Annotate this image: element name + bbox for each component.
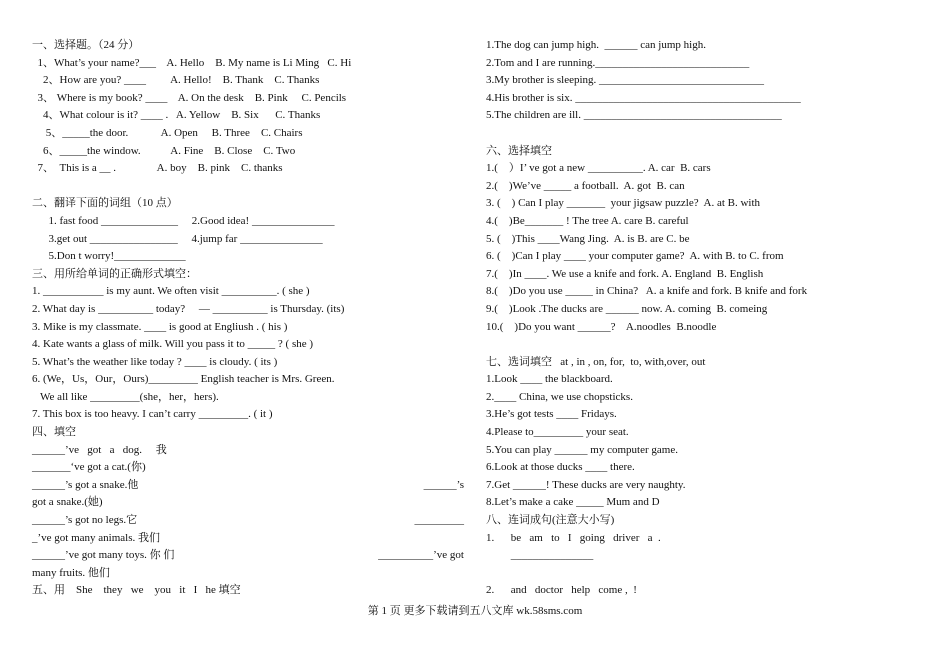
section-7-item: 3.He’s got tests ____ Fridays. [486, 408, 617, 421]
section-2-heading: 二、翻译下面的词组（10 点） [32, 197, 178, 210]
section-5-item: 5.The children are ill. ____________________________________ [486, 109, 782, 122]
section-1-item: 6、_____the window. A. Fine B. Close C. Two [32, 144, 296, 157]
section-8-heading: 八、连词成句(注意大小写) [486, 514, 615, 527]
section-6-item: 9.( )Look .The ducks are ______ now. A. coming B. comeing [486, 302, 768, 315]
section-4-line: many fruits. 他们 [32, 566, 110, 579]
section-7-items [486, 371, 926, 512]
section-5-item: 1.The dog can jump high. ______ can jump high. [486, 39, 706, 51]
section-8-item: 1. be am to I going driver a . [486, 531, 661, 544]
section-6-items [486, 160, 926, 336]
section-7-item: 5.You can play ______ my computer game. [486, 443, 678, 456]
section-2-item: 3.get out ________________ 4.jump far _______________ [32, 232, 323, 245]
section-4-line: ______’s got a snake.他 ______’s [32, 478, 464, 491]
section-7-item: 7.Get ______! These ducks are very naughty. [486, 478, 686, 491]
section-6-item: 7.( )In ____. We use a knife and fork. A. England B. English [486, 267, 764, 280]
section-1-item: 3、 Where is my book? ____ A. On the desk B. Pink C. Pencils [32, 91, 347, 104]
section-1-item: 7、 This is a __ . A. boy B. pink C. thanks [32, 162, 283, 175]
section-3-item: We all like _________(she，her，hers). [32, 390, 219, 403]
section-3-item: 6. (We，Us，Our，Ours)_________ English teacher is Mrs. Green. [32, 373, 335, 386]
section-3-item: 7. This box is too heavy. I can’t carry _________. ( it ) [32, 408, 273, 421]
section-3-items [32, 283, 464, 424]
section-7-heading: 七、选词填空 at , in , on, for, to, with,over, out [486, 355, 706, 368]
section-8-item: _______________ [486, 549, 594, 562]
section-7-item: 4.Please to_________ your seat. [486, 426, 629, 439]
left-column [32, 37, 464, 600]
section-5-item: 2.Tom and I are running.____________________________ [486, 56, 750, 69]
section-5-items [486, 37, 926, 125]
section-2-items [32, 213, 464, 266]
section-7-item: 2.____ China, we use chopsticks. [486, 390, 633, 403]
section-6-item: 10.( )Do you want ______? A.noodles B.noodle [486, 320, 717, 333]
section-4-line: _______‘ve got a cat.(你) [32, 461, 146, 474]
section-6-item: 1.( ）I’ ve got a new __________. A. car B. cars [486, 162, 711, 175]
section-4-line: _’ve got many animals. 我们 [32, 531, 161, 544]
section-7-item: 8.Let’s make a cake _____ Mum and D [486, 496, 660, 509]
section-3-item: 4. Kate wants a glass of milk. Will you pass it to _____ ? ( she ) [32, 338, 314, 351]
section-6-item: 4.( )Be_______ ! The tree A. care B. careful [486, 214, 689, 227]
section-3-item: 5. What’s the weather like today ? ____ is cloudy. ( its ) [32, 355, 278, 368]
section-4-line: ______’ve got many toys. 你 们 __________’ve got [32, 549, 464, 562]
section-4-line: got a snake.(她) [32, 496, 103, 509]
section-6-item: 3. ( ) Can I play _______ your jigsaw puzzle? A. at B. with [486, 197, 761, 210]
section-8-item: 2. and doctor help come , ! [486, 584, 637, 597]
section-3-heading: 三、用所给单词的正确形式填空： [32, 267, 197, 280]
section-3-item: 1. ___________ is my aunt. We often visit __________. ( she ) [32, 285, 310, 298]
section-2-item: 5.Don t worry!_____________ [32, 250, 186, 263]
section-6-item: 6. ( )Can I play ____ your computer game? A. with B. to C. from [486, 250, 784, 263]
section-6-item: 2.( )We’ve _____ a football. A. got B. can [486, 179, 685, 192]
right-column [486, 37, 926, 600]
section-7-item: 6.Look at those ducks ____ there. [486, 461, 635, 474]
section-6-item: 5. ( )This ____Wang Jing. A. is B. are C. be [486, 232, 690, 245]
section-1-item: 5、_____the door. A. Open B. Three C. Chairs [32, 126, 303, 139]
section-6-item: 8.( )Do you use _____ in China? A. a knife and fork. B knife and fork [486, 285, 808, 298]
section-5-item: 4.His brother is six. _________________________________________ [486, 91, 801, 104]
section-5-heading: 五、用 She they we you it I he 填空 [32, 584, 241, 597]
section-1-items [32, 55, 464, 178]
section-5-item: 3.My brother is sleeping. ______________________________ [486, 74, 765, 87]
page-footer: 第 1 页 更多下载请到五八文库 wk.58sms.com [367, 605, 583, 617]
section-1-item: 2、How are you? ____ A. Hello! B. Thank C. Thanks [32, 74, 320, 87]
section-1-item: 4、What colour is it? ____ . A. Yellow B. Six C. Thanks [32, 109, 321, 122]
section-1-heading: 一、选择题。（24 分） [32, 39, 140, 51]
section-1-item: 1、What’s your name?___ A. Hello B. My name is Li Ming C. Hi [32, 56, 352, 69]
section-6-heading: 六、选择填空 [486, 144, 552, 157]
section-2-item: 1. fast food ______________ 2.Good idea! _______________ [32, 214, 335, 227]
section-3-item: 2. What day is __________ today? — __________ is Thursday. (its) [32, 302, 345, 315]
section-4-line: ______’s got no legs.它 _________ [32, 514, 464, 527]
section-7-item: 1.Look ____ the blackboard. [486, 373, 613, 386]
section-4-line: ______’ve got a dog. 我 [32, 443, 167, 456]
section-3-item: 3. Mike is my classmate. ____ is good at Engliush . ( his ) [32, 320, 288, 333]
section-4-heading: 四、填空 [32, 426, 76, 439]
